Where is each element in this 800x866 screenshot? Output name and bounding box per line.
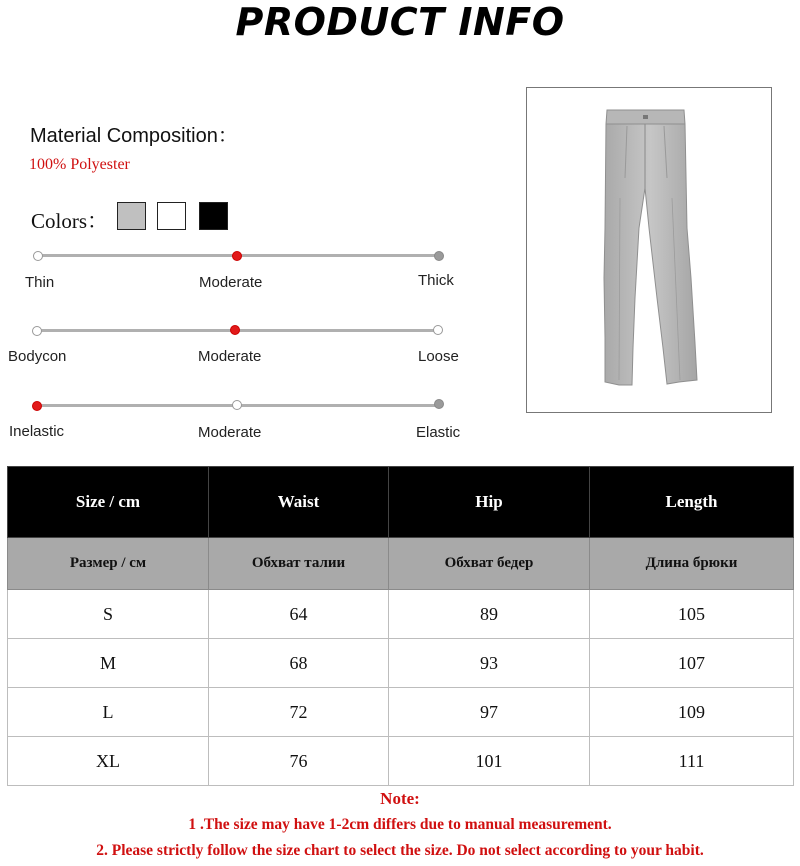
thickness-moderate-marker xyxy=(232,251,242,261)
elasticity-moderate-label: Moderate xyxy=(198,424,262,441)
elasticity-inelastic-label: Inelastic xyxy=(9,423,65,440)
thickness-thick-marker xyxy=(434,251,444,261)
fit-moderate-marker xyxy=(230,325,240,335)
table-row xyxy=(8,590,794,639)
fit-bodycon-marker xyxy=(32,326,42,336)
fit-bodycon-label: Bodycon xyxy=(8,348,67,365)
header-waist-ru: Обхват талии xyxy=(209,538,389,590)
thickness-thin-label: Thin xyxy=(25,274,55,291)
product-photo xyxy=(526,87,772,413)
note-title: Note: xyxy=(380,789,420,808)
table-cell: 109 xyxy=(590,688,794,737)
table-cell: M xyxy=(8,639,209,688)
colors-label: Colors： xyxy=(31,209,109,233)
table-cell: S xyxy=(8,590,209,639)
table-cell: 93 xyxy=(389,639,590,688)
elasticity-moderate-marker xyxy=(232,400,242,410)
header-size-ru: Размер / см xyxy=(8,538,209,590)
table-cell: 76 xyxy=(209,737,389,786)
thickness-thick-label: Thick xyxy=(418,272,454,289)
header-size: Size / cm xyxy=(8,467,209,538)
table-cell: 64 xyxy=(209,590,389,639)
table-cell: 89 xyxy=(389,590,590,639)
color-swatch-white[interactable] xyxy=(157,202,186,230)
table-cell: L xyxy=(8,688,209,737)
size-chart-table xyxy=(7,466,794,786)
table-cell: XL xyxy=(8,737,209,786)
table-cell: 107 xyxy=(590,639,794,688)
elasticity-elastic-label: Elastic xyxy=(416,424,461,441)
table-row xyxy=(8,639,794,688)
table-row xyxy=(8,737,794,786)
table-cell: 101 xyxy=(389,737,590,786)
header-hip: Hip xyxy=(389,467,590,538)
fit-loose-marker xyxy=(433,325,443,335)
material-composition-value: 100% Polyester xyxy=(29,156,130,173)
material-composition-label: Material Composition： xyxy=(30,125,238,147)
table-cell: 72 xyxy=(209,688,389,737)
header-length-ru: Длина брюки xyxy=(590,538,794,590)
table-cell: 68 xyxy=(209,639,389,688)
fit-loose-label: Loose xyxy=(418,348,459,365)
elasticity-inelastic-marker xyxy=(32,401,42,411)
color-swatch-black[interactable] xyxy=(199,202,228,230)
table-cell: 105 xyxy=(590,590,794,639)
header-hip-ru: Обхват бедер xyxy=(389,538,590,590)
table-row xyxy=(8,688,794,737)
table-header-en xyxy=(8,467,794,538)
table-header-ru xyxy=(8,538,794,590)
table-cell: 97 xyxy=(389,688,590,737)
fit-moderate-label: Moderate xyxy=(198,348,262,365)
header-length: Length xyxy=(590,467,794,538)
note-line-1: 1 .The size may have 1-2cm differs due to manual measurement. xyxy=(188,816,612,833)
table-cell: 111 xyxy=(590,737,794,786)
thickness-thin-marker xyxy=(33,251,43,261)
thickness-moderate-label: Moderate xyxy=(199,274,263,291)
note-line-2: 2. Please strictly follow the size chart to select the size. Do not select according to your habit. xyxy=(96,842,704,859)
trousers-illustration xyxy=(527,88,771,412)
elasticity-elastic-marker xyxy=(434,399,444,409)
header-waist: Waist xyxy=(209,467,389,538)
color-swatch-gray[interactable] xyxy=(117,202,146,230)
page-title: PRODUCT INFO xyxy=(235,0,565,44)
